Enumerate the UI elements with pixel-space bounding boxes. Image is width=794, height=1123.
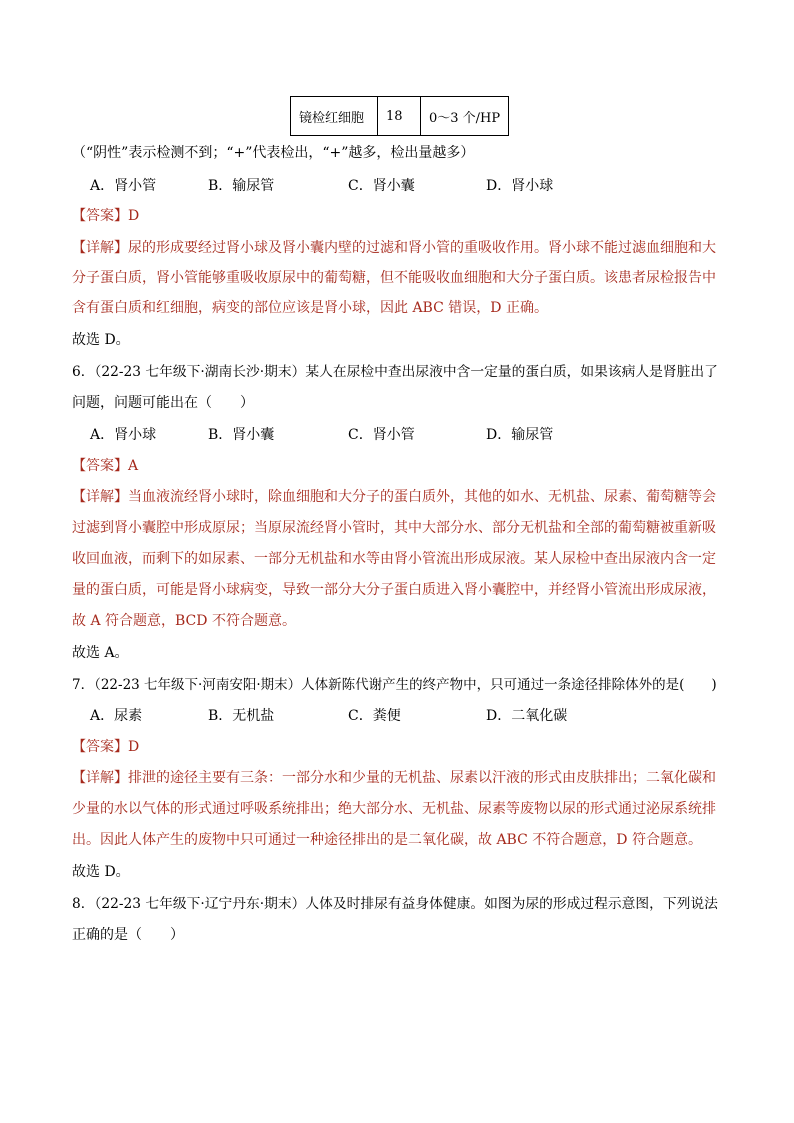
q7-option-a: A．尿素 <box>90 708 143 724</box>
q5-option-d: D．肾小球 <box>486 178 554 194</box>
q5-option-b: B．输尿管 <box>208 178 275 194</box>
q6-option-b: B．肾小囊 <box>208 427 275 443</box>
table-cell-reference: 0～3 个/HP <box>421 97 509 136</box>
q8-stem: 8．（22-23 七年级下·辽宁丹东·期末）人体及时排尿有益身体健康。如图为尿的形成过程示意图，下列说法 <box>72 896 718 912</box>
q6-answer: 【答案】A <box>72 458 139 474</box>
q7-detail-line: 少量的水以气体的形式通过呼吸系统排出；绝大部分水、无机盐、尿素等废物以尿的形式通过泌尿系统排 <box>72 801 716 817</box>
results-table <box>290 96 509 136</box>
q7-detail-line: 【详解】排泄的途径主要有三条：一部分水和少量的无机盐、尿素以汗液的形式由皮肤排出；二氧化碳和 <box>72 770 716 786</box>
q5-detail-line: 含有蛋白质和红细胞，病变的部位应该是肾小球，因此 ABC 错误，D 正确。 <box>72 300 548 316</box>
q6-detail-line: 收回血液，而剩下的如尿素、一部分无机盐和水等由肾小管流出形成尿液。某人尿检中查出尿液内含一定 <box>72 551 716 567</box>
q7-option-d: D．二氧化碳 <box>486 708 568 724</box>
q7-answer: 【答案】D <box>72 739 140 755</box>
q5-choose: 故选 D。 <box>72 332 130 348</box>
q7-option-c: C．粪便 <box>348 708 401 724</box>
q7-detail-line: 出。因此人体产生的废物中只可通过一种途径排出的是二氧化碳，故 ABC 不符合题意，D 符合题意。 <box>72 832 702 848</box>
q6-detail-line: 过滤到肾小囊腔中形成原尿；当原尿流经肾小管时，其中大部分水、部分无机盐和全部的葡萄糖被重新吸 <box>72 520 716 536</box>
q5-option-a: A．肾小管 <box>90 178 157 194</box>
q6-detail-line: 量的蛋白质，可能是肾小球病变，导致一部分大分子蛋白质进入肾小囊腔中，并经肾小管流出形成尿液， <box>72 582 716 598</box>
q8-stem: 正确的是（ ） <box>72 927 184 943</box>
q6-stem: 6．（22-23 七年级下·湖南长沙·期末）某人在尿检中查出尿液中含一定量的蛋白质，如果该病人是肾脏出了 <box>72 364 718 380</box>
q7-stem: 7．（22-23 七年级下·河南安阳·期末）人体新陈代谢产生的终产物中，只可通过一条途径排除体外的是( ) <box>72 677 717 693</box>
q6-option-c: C．肾小管 <box>348 427 415 443</box>
q6-stem: 问题，问题可能出在（ ） <box>72 395 254 411</box>
q6-option-d: D．输尿管 <box>486 427 554 443</box>
q6-option-a: A．肾小球 <box>90 427 157 443</box>
q7-option-b: B．无机盐 <box>208 708 275 724</box>
q6-choose: 故选 A。 <box>72 645 129 661</box>
q7-choose: 故选 D。 <box>72 864 130 880</box>
table-row <box>291 97 509 136</box>
table-note: （“阴性”表示检测不到；“+”代表检出，“+”越多，检出量越多） <box>72 145 475 161</box>
q5-answer: 【答案】D <box>72 208 140 224</box>
q6-detail-line: 故 A 符合题意，BCD 不符合题意。 <box>72 613 296 629</box>
q5-detail-line: 分子蛋白质，肾小管能够重吸收原尿中的葡萄糖，但不能吸收血细胞和大分子蛋白质。该患者尿检报告中 <box>72 270 716 286</box>
q6-detail-line: 【详解】当血液流经肾小球时，除血细胞和大分子的蛋白质外，其他的如水、无机盐、尿素、葡萄糖等会 <box>72 489 716 505</box>
q5-option-c: C．肾小囊 <box>348 178 415 194</box>
table-cell-value: 18 <box>378 97 421 136</box>
table-cell-item: 镜检红细胞 <box>291 97 378 136</box>
q5-detail-line: 【详解】尿的形成要经过肾小球及肾小囊内壁的过滤和肾小管的重吸收作用。肾小球不能过滤血细胞和大 <box>72 240 716 256</box>
